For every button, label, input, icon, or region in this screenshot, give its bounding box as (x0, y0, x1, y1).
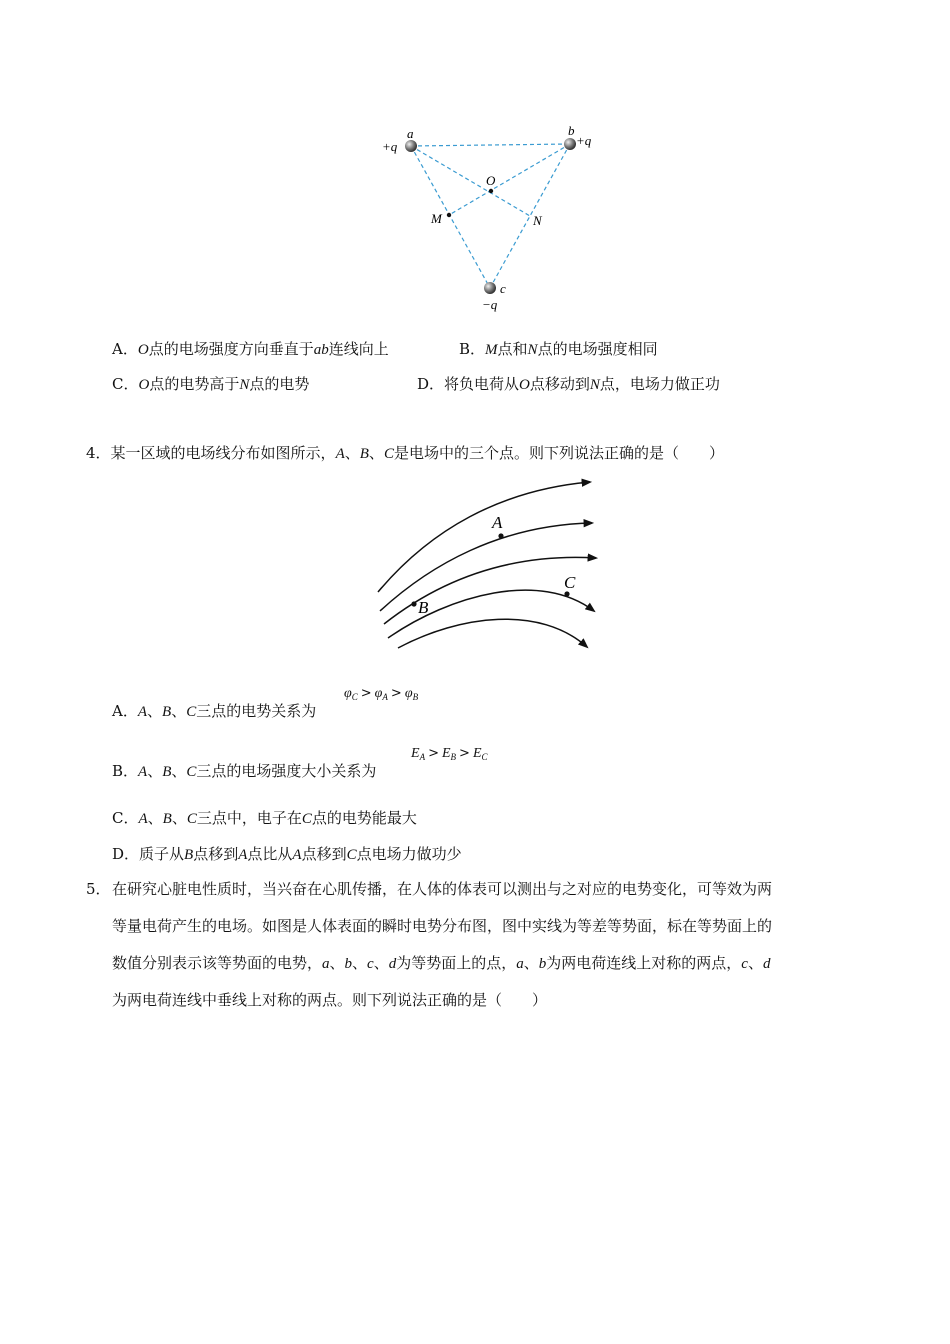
point-B (411, 601, 416, 606)
q4-option-d[interactable]: D．质子从B点移到A点比从A点移到C点电场力做功少 (112, 845, 462, 863)
label-N: N (533, 213, 542, 228)
label-minus-q: −q (482, 297, 498, 312)
label-A: A (492, 513, 503, 532)
label-b: b (568, 123, 575, 138)
charge-a (405, 140, 417, 152)
q4-option-b[interactable]: B．A、B、C三点的电场强度大小关系为 (112, 762, 377, 780)
q4-option-c[interactable]: C．A、B、C三点中，电子在C点的电势能最大 (112, 809, 417, 827)
point-C (564, 591, 569, 596)
label-O: O (486, 173, 496, 188)
q4-stem: 4．某一区域的电场线分布如图所示，A、B、C是电场中的三个点。则下列说法正确的是（ ） (86, 444, 724, 462)
q5-line-4: 为两电荷连线中垂线上对称的两点。则下列说法正确的是（ ） (112, 991, 548, 1009)
field-line-5 (398, 619, 587, 648)
point-O (489, 189, 493, 193)
label-M: M (431, 211, 442, 226)
point-A (498, 533, 503, 538)
q4-option-a[interactable]: A．A、B、C三点的电势关系为 (112, 702, 317, 720)
label-c: c (500, 281, 506, 296)
charge-b (564, 138, 576, 150)
label-plus-q-left: +q (382, 139, 398, 154)
q3-option-a[interactable]: A．O点的电场强度方向垂直于ab连线向上 (112, 340, 389, 358)
q5-line-2: 等量电荷产生的电场。如图是人体表面的瞬时电势分布图，图中实线为等差等势面，标在等势面上的 (112, 917, 773, 935)
field-line-1 (378, 482, 590, 592)
q5-line-3: 数值分别表示该等势面的电势，a、b、c、d为等势面上的点，a、b为两电荷连线上对称的两点，c、d (112, 954, 771, 972)
q3-option-c[interactable]: C．O点的电势高于N点的电势 (112, 375, 310, 393)
q3-option-d[interactable]: D．将负电荷从O点移动到N点，电场力做正功 (417, 375, 720, 393)
point-M (447, 213, 451, 217)
q3-option-b[interactable]: B．M点和N点的电场强度相同 (459, 340, 658, 358)
q4-formula-potential: $\varphi_C > \varphi_A > \varphi_B$ (344, 686, 419, 702)
charge-c (484, 282, 496, 294)
q4-formula-field-strength: $E_A > E_B > E_C$ (411, 746, 488, 762)
label-C: C (564, 573, 576, 592)
figure-triangle-charges (370, 118, 610, 318)
label-B: B (418, 598, 429, 617)
q5-line-1: 在研究心脏电性质时，当兴奋在心肌传播，在人体的体表可以测出与之对应的电势变化，可等效为两 (112, 880, 773, 898)
label-plus-q-right: +q (576, 133, 592, 148)
figure-field-lines (370, 470, 610, 655)
label-a: a (407, 126, 414, 141)
field-line-2 (380, 523, 592, 611)
q5-number: 5． (86, 880, 111, 898)
